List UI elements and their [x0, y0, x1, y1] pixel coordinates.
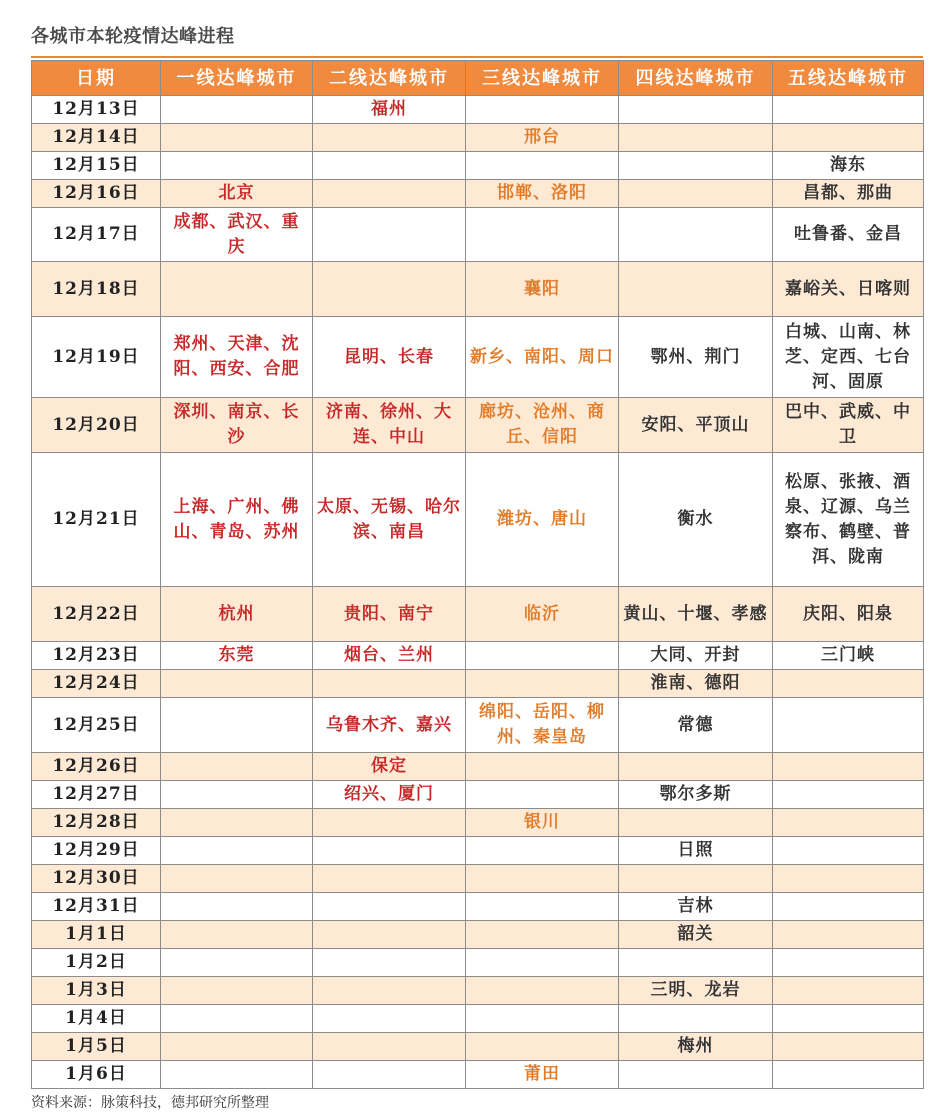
tier2-cell: 绍兴、厦门 — [313, 781, 466, 809]
tier3-cell — [466, 152, 619, 180]
tier1-cell: 深圳、南京、长沙 — [161, 398, 313, 453]
table-row — [32, 670, 924, 698]
tier5-cell: 庆阳、阳泉 — [773, 587, 924, 642]
table-header-row — [32, 61, 924, 96]
tier3-cell — [466, 96, 619, 124]
tier5-cell — [773, 698, 924, 753]
tier5-cell — [773, 949, 924, 977]
tier2-cell — [313, 180, 466, 208]
tier3-cell: 襄阳 — [466, 262, 619, 317]
page-title: 各城市本轮疫情达峰进程 — [31, 26, 235, 47]
tier1-cell: 北京 — [161, 180, 313, 208]
tier1-cell: 成都、武汉、重庆 — [161, 208, 313, 262]
header-tier2: 二线达峰城市 — [313, 61, 466, 96]
tier2-cell — [313, 1033, 466, 1061]
tier1-cell — [161, 781, 313, 809]
tier5-cell: 白城、山南、林芝、定西、七台河、固原 — [773, 317, 924, 398]
tier1-cell — [161, 670, 313, 698]
tier2-cell — [313, 949, 466, 977]
tier3-cell: 廊坊、沧州、商丘、信阳 — [466, 398, 619, 453]
tier1-cell — [161, 837, 313, 865]
table-row — [32, 96, 924, 124]
tier3-cell — [466, 893, 619, 921]
date-cell: 12月31日 — [32, 893, 161, 921]
tier1-cell: 杭州 — [161, 587, 313, 642]
tier2-cell — [313, 865, 466, 893]
title-divider — [31, 56, 923, 58]
tier3-cell — [466, 670, 619, 698]
date-cell: 12月27日 — [32, 781, 161, 809]
tier5-cell: 嘉峪关、日喀则 — [773, 262, 924, 317]
date-cell: 12月13日 — [32, 96, 161, 124]
tier1-cell — [161, 124, 313, 152]
tier2-cell: 济南、徐州、大连、中山 — [313, 398, 466, 453]
tier1-cell — [161, 977, 313, 1005]
date-cell: 12月24日 — [32, 670, 161, 698]
tier2-cell — [313, 1005, 466, 1033]
tier2-cell: 贵阳、南宁 — [313, 587, 466, 642]
tier5-cell — [773, 124, 924, 152]
tier3-cell: 银川 — [466, 809, 619, 837]
table-row — [32, 1033, 924, 1061]
tier1-cell — [161, 698, 313, 753]
tier3-cell — [466, 753, 619, 781]
date-cell: 1月6日 — [32, 1061, 161, 1089]
date-cell: 12月15日 — [32, 152, 161, 180]
tier4-cell — [619, 124, 773, 152]
date-cell: 12月19日 — [32, 317, 161, 398]
tier4-cell — [619, 1005, 773, 1033]
header-date: 日期 — [32, 61, 161, 96]
tier4-cell — [619, 208, 773, 262]
tier3-cell — [466, 921, 619, 949]
tier4-cell: 常德 — [619, 698, 773, 753]
tier5-cell — [773, 837, 924, 865]
tier1-cell — [161, 1061, 313, 1089]
date-cell: 12月20日 — [32, 398, 161, 453]
tier5-cell — [773, 1033, 924, 1061]
date-cell: 12月30日 — [32, 865, 161, 893]
table-row — [32, 837, 924, 865]
tier5-cell — [773, 809, 924, 837]
date-cell: 12月28日 — [32, 809, 161, 837]
tier3-cell — [466, 208, 619, 262]
tier3-cell: 邢台 — [466, 124, 619, 152]
tier1-cell: 上海、广州、佛山、青岛、苏州 — [161, 453, 313, 587]
tier3-cell — [466, 837, 619, 865]
tier4-cell — [619, 949, 773, 977]
table-row — [32, 921, 924, 949]
header-tier5: 五线达峰城市 — [773, 61, 924, 96]
tier4-cell: 韶关 — [619, 921, 773, 949]
tier2-cell — [313, 262, 466, 317]
tier3-cell: 临沂 — [466, 587, 619, 642]
table-row — [32, 809, 924, 837]
tier2-cell: 烟台、兰州 — [313, 642, 466, 670]
tier5-cell: 昌都、那曲 — [773, 180, 924, 208]
tier4-cell: 吉林 — [619, 893, 773, 921]
tier4-cell — [619, 152, 773, 180]
tier2-cell — [313, 670, 466, 698]
tier2-cell — [313, 152, 466, 180]
tier5-cell: 三门峡 — [773, 642, 924, 670]
table-row — [32, 1061, 924, 1089]
tier4-cell: 衡水 — [619, 453, 773, 587]
tier2-cell — [313, 921, 466, 949]
date-cell: 12月26日 — [32, 753, 161, 781]
tier1-cell — [161, 809, 313, 837]
tier5-cell: 松原、张掖、酒泉、辽源、乌兰察布、鹤壁、普洱、陇南 — [773, 453, 924, 587]
tier3-cell: 新乡、南阳、周口 — [466, 317, 619, 398]
table-row — [32, 949, 924, 977]
tier2-cell — [313, 1061, 466, 1089]
tier1-cell — [161, 96, 313, 124]
table-row — [32, 753, 924, 781]
tier4-cell — [619, 865, 773, 893]
tier3-cell — [466, 977, 619, 1005]
tier1-cell: 东莞 — [161, 642, 313, 670]
tier4-cell: 三明、龙岩 — [619, 977, 773, 1005]
date-cell: 12月18日 — [32, 262, 161, 317]
tier3-cell — [466, 1005, 619, 1033]
header-tier3: 三线达峰城市 — [466, 61, 619, 96]
date-cell: 1月2日 — [32, 949, 161, 977]
table-row — [32, 124, 924, 152]
tier2-cell — [313, 124, 466, 152]
table-row — [32, 865, 924, 893]
tier2-cell — [313, 837, 466, 865]
header-tier4: 四线达峰城市 — [619, 61, 773, 96]
tier2-cell: 昆明、长春 — [313, 317, 466, 398]
table-row — [32, 152, 924, 180]
tier4-cell — [619, 1061, 773, 1089]
tier4-cell — [619, 753, 773, 781]
tier4-cell: 梅州 — [619, 1033, 773, 1061]
tier5-cell — [773, 96, 924, 124]
tier4-cell: 鄂尔多斯 — [619, 781, 773, 809]
date-cell: 12月14日 — [32, 124, 161, 152]
tier4-cell: 黄山、十堰、孝感 — [619, 587, 773, 642]
date-cell: 12月21日 — [32, 453, 161, 587]
date-cell: 12月23日 — [32, 642, 161, 670]
tier4-cell — [619, 96, 773, 124]
tier3-cell: 潍坊、唐山 — [466, 453, 619, 587]
table-row — [32, 453, 924, 587]
peak-progress-table — [31, 60, 924, 1089]
tier2-cell: 太原、无锡、哈尔滨、南昌 — [313, 453, 466, 587]
tier3-cell — [466, 642, 619, 670]
tier2-cell — [313, 208, 466, 262]
tier5-cell: 巴中、武威、中卫 — [773, 398, 924, 453]
tier2-cell: 保定 — [313, 753, 466, 781]
tier2-cell — [313, 809, 466, 837]
tier1-cell — [161, 262, 313, 317]
header-tier1: 一线达峰城市 — [161, 61, 313, 96]
date-cell: 1月3日 — [32, 977, 161, 1005]
tier5-cell — [773, 753, 924, 781]
tier2-cell: 福州 — [313, 96, 466, 124]
table-row — [32, 698, 924, 753]
tier4-cell — [619, 262, 773, 317]
table-row — [32, 262, 924, 317]
tier1-cell — [161, 1033, 313, 1061]
tier2-cell: 乌鲁木齐、嘉兴 — [313, 698, 466, 753]
table-row — [32, 587, 924, 642]
table-row — [32, 317, 924, 398]
tier1-cell — [161, 949, 313, 977]
table-row — [32, 642, 924, 670]
date-cell: 1月4日 — [32, 1005, 161, 1033]
table-row — [32, 1005, 924, 1033]
tier5-cell — [773, 781, 924, 809]
tier5-cell — [773, 893, 924, 921]
tier4-cell — [619, 180, 773, 208]
table-row — [32, 180, 924, 208]
tier5-cell: 吐鲁番、金昌 — [773, 208, 924, 262]
table-row — [32, 398, 924, 453]
tier5-cell — [773, 670, 924, 698]
table-row — [32, 208, 924, 262]
tier1-cell: 郑州、天津、沈阳、西安、合肥 — [161, 317, 313, 398]
date-cell: 12月22日 — [32, 587, 161, 642]
tier1-cell — [161, 893, 313, 921]
tier2-cell — [313, 893, 466, 921]
date-cell: 12月29日 — [32, 837, 161, 865]
tier3-cell: 绵阳、岳阳、柳州、秦皇岛 — [466, 698, 619, 753]
date-cell: 12月16日 — [32, 180, 161, 208]
tier3-cell — [466, 865, 619, 893]
tier3-cell — [466, 781, 619, 809]
date-cell: 1月5日 — [32, 1033, 161, 1061]
tier4-cell: 大同、开封 — [619, 642, 773, 670]
tier4-cell: 淮南、德阳 — [619, 670, 773, 698]
date-cell: 12月17日 — [32, 208, 161, 262]
tier2-cell — [313, 977, 466, 1005]
tier5-cell: 海东 — [773, 152, 924, 180]
tier4-cell: 日照 — [619, 837, 773, 865]
date-cell: 12月25日 — [32, 698, 161, 753]
tier1-cell — [161, 753, 313, 781]
table-row — [32, 977, 924, 1005]
tier1-cell — [161, 865, 313, 893]
tier5-cell — [773, 977, 924, 1005]
source-note: 资料来源：脉策科技，德邦研究所整理 — [31, 1095, 269, 1111]
tier4-cell: 安阳、平顶山 — [619, 398, 773, 453]
tier4-cell — [619, 809, 773, 837]
tier3-cell: 邯郸、洛阳 — [466, 180, 619, 208]
tier1-cell — [161, 921, 313, 949]
tier1-cell — [161, 1005, 313, 1033]
tier3-cell — [466, 949, 619, 977]
tier1-cell — [161, 152, 313, 180]
tier5-cell — [773, 1005, 924, 1033]
tier5-cell — [773, 865, 924, 893]
tier4-cell: 鄂州、荆门 — [619, 317, 773, 398]
tier3-cell: 莆田 — [466, 1061, 619, 1089]
tier5-cell — [773, 921, 924, 949]
table-row — [32, 893, 924, 921]
date-cell: 1月1日 — [32, 921, 161, 949]
tier3-cell — [466, 1033, 619, 1061]
table-row — [32, 781, 924, 809]
tier5-cell — [773, 1061, 924, 1089]
